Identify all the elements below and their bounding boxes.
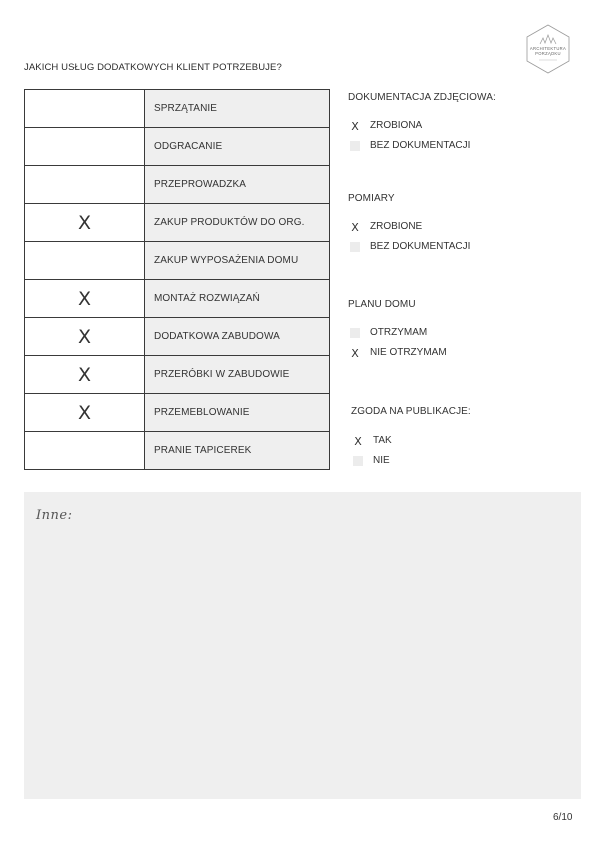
notes-label: Inne: [36, 508, 73, 523]
service-checkbox[interactable] [25, 242, 145, 280]
service-checkbox[interactable]: X [25, 394, 145, 432]
service-checkbox[interactable]: X [25, 356, 145, 394]
table-row [25, 90, 330, 128]
service-label: PRZEMEBLOWANIE [145, 394, 330, 432]
photo-documentation-group [348, 92, 496, 156]
service-checkbox[interactable] [25, 166, 145, 204]
option-label: NIE OTRZYMAM [370, 347, 447, 358]
page-number: 6/10 [553, 812, 573, 823]
table-row [25, 280, 330, 318]
option-row[interactable] [348, 116, 496, 136]
option-row[interactable] [348, 136, 496, 156]
table-row [25, 242, 330, 280]
logo-text-line1: ARCHITEKTURA [529, 46, 567, 51]
option-row[interactable] [348, 323, 447, 343]
empty-checkbox[interactable] [350, 141, 360, 151]
option-row[interactable] [348, 237, 470, 257]
publication-consent-title: ZGODA NA PUBLIKACJE: [351, 406, 471, 417]
floorplan-group [348, 299, 447, 363]
brand-logo [523, 24, 573, 74]
service-checkbox[interactable]: X [25, 318, 145, 356]
table-row [25, 204, 330, 242]
option-label: BEZ DOKUMENTACJI [370, 140, 471, 151]
table-row [25, 394, 330, 432]
service-checkbox[interactable] [25, 432, 145, 470]
service-label: ZAKUP WYPOSAŻENIA DOMU [145, 242, 330, 280]
table-row [25, 166, 330, 204]
option-label: OTRZYMAM [370, 327, 428, 338]
option-label: ZROBIONA [370, 120, 423, 131]
option-row[interactable] [348, 217, 470, 237]
table-row [25, 432, 330, 470]
option-label: BEZ DOKUMENTACJI [370, 241, 471, 252]
service-checkbox[interactable] [25, 128, 145, 166]
option-row[interactable] [348, 343, 447, 363]
services-question: JAKICH USŁUG DODATKOWYCH KLIENT POTRZEBUJE? [24, 62, 282, 73]
services-table [24, 89, 330, 470]
measurements-group [348, 193, 470, 257]
service-label: PRZERÓBKI W ZABUDOWIE [145, 356, 330, 394]
service-label: PRZEPROWADZKA [145, 166, 330, 204]
photo-documentation-title: DOKUMENTACJA ZDJĘCIOWA: [348, 92, 496, 103]
option-label: ZROBIONE [370, 221, 423, 232]
option-row[interactable] [351, 431, 471, 451]
service-label: SPRZĄTANIE [145, 90, 330, 128]
floorplan-title: PLANU DOMU [348, 299, 416, 310]
empty-checkbox[interactable] [350, 328, 360, 338]
table-row [25, 128, 330, 166]
empty-checkbox[interactable] [350, 242, 360, 252]
option-label: TAK [373, 435, 392, 446]
option-row[interactable] [351, 451, 471, 471]
option-mark: X [351, 347, 359, 360]
empty-checkbox[interactable] [353, 456, 363, 466]
measurements-title: POMIARY [348, 193, 395, 204]
service-label: ODGRACANIE [145, 128, 330, 166]
table-row [25, 318, 330, 356]
service-label: DODATKOWA ZABUDOWA [145, 318, 330, 356]
service-label: MONTAŻ ROZWIĄZAŃ [145, 280, 330, 318]
logo-text-line2: PORZĄDKU [535, 51, 561, 56]
service-checkbox[interactable]: X [25, 280, 145, 318]
service-label: PRANIE TAPICEREK [145, 432, 330, 470]
notes-area[interactable] [24, 492, 581, 799]
service-label: ZAKUP PRODUKTÓW DO ORG. [145, 204, 330, 242]
option-mark: X [351, 120, 359, 133]
option-label: NIE [373, 455, 390, 466]
publication-consent-group [351, 406, 471, 471]
option-mark: X [351, 221, 359, 234]
service-checkbox[interactable]: X [25, 204, 145, 242]
table-row [25, 356, 330, 394]
option-mark: X [354, 435, 362, 448]
service-checkbox[interactable] [25, 90, 145, 128]
